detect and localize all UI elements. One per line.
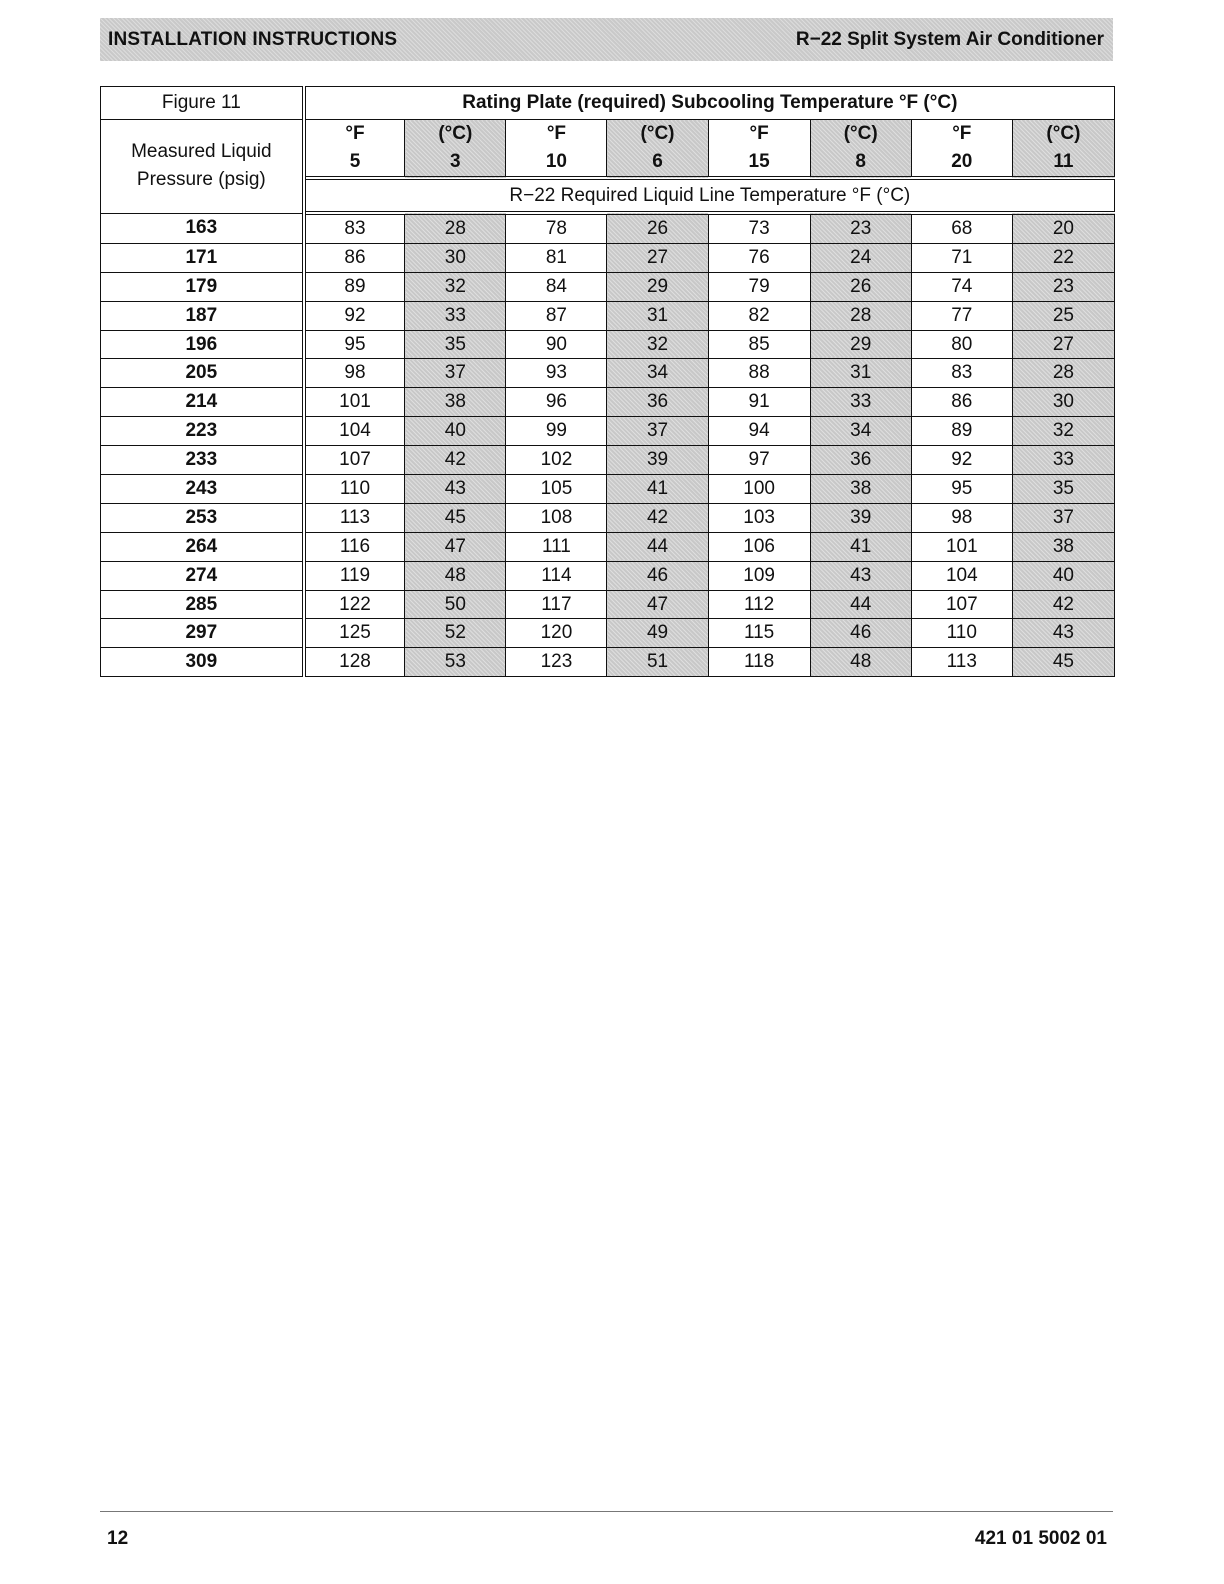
pressure-cell: 285 <box>101 590 304 619</box>
temp-c-cell: 24 <box>810 243 911 272</box>
table-row <box>101 272 1115 301</box>
table-row <box>101 503 1115 532</box>
temp-f-cell: 123 <box>506 648 607 677</box>
temp-f-cell: 114 <box>506 561 607 590</box>
temp-f-cell: 83 <box>304 213 405 243</box>
temp-c-cell: 51 <box>607 648 708 677</box>
document-number: 421 01 5002 01 <box>974 1528 1107 1549</box>
temp-f-cell: 77 <box>911 301 1012 330</box>
temp-c-cell: 45 <box>405 503 506 532</box>
temp-c-cell: 36 <box>810 446 911 475</box>
subcooling-f-value: 15 <box>748 151 770 172</box>
temp-f-cell: 120 <box>506 619 607 648</box>
temp-f-cell: 107 <box>304 446 405 475</box>
temp-f-cell: 87 <box>506 301 607 330</box>
temp-f-cell: 83 <box>911 359 1012 388</box>
temp-f-cell: 106 <box>708 532 810 561</box>
subcooling-c-value: 6 <box>652 151 663 172</box>
temp-f-cell: 92 <box>304 301 405 330</box>
table-row <box>101 417 1115 446</box>
pressure-cell: 179 <box>101 272 304 301</box>
table-row <box>101 330 1115 359</box>
temp-f-cell: 85 <box>708 330 810 359</box>
temp-f-cell: 86 <box>304 243 405 272</box>
table-title: Rating Plate (required) Subcooling Temperature °F (°C) <box>304 87 1115 120</box>
temp-f-cell: 103 <box>708 503 810 532</box>
temp-f-cell: 95 <box>911 475 1012 504</box>
pressure-cell: 187 <box>101 301 304 330</box>
temp-c-cell: 45 <box>1012 648 1114 677</box>
pressure-cell: 264 <box>101 532 304 561</box>
temp-c-cell: 35 <box>405 330 506 359</box>
temp-f-cell: 118 <box>708 648 810 677</box>
temp-f-cell: 104 <box>911 561 1012 590</box>
temp-f-cell: 93 <box>506 359 607 388</box>
subcooling-c-header <box>1012 120 1114 179</box>
temp-c-cell: 41 <box>607 475 708 504</box>
subcooling-c-header <box>810 120 911 179</box>
footer-divider <box>100 1511 1113 1512</box>
temp-f-cell: 81 <box>506 243 607 272</box>
temp-c-cell: 35 <box>1012 475 1114 504</box>
row-header: Measured Liquid Pressure (psig) <box>101 120 304 214</box>
subcooling-table <box>100 86 1115 677</box>
header-product-title: R−22 Split System Air Conditioner <box>795 29 1104 50</box>
temp-c-cell: 29 <box>607 272 708 301</box>
subcooling-c-header <box>607 120 708 179</box>
temp-c-cell: 20 <box>1012 213 1114 243</box>
temp-c-cell: 40 <box>405 417 506 446</box>
temp-f-cell: 107 <box>911 590 1012 619</box>
header-section-title: INSTALLATION INSTRUCTIONS <box>108 29 398 50</box>
temp-f-cell: 113 <box>304 503 405 532</box>
pressure-cell: 163 <box>101 213 304 243</box>
temp-c-cell: 27 <box>1012 330 1114 359</box>
temp-f-cell: 105 <box>506 475 607 504</box>
temp-c-cell: 43 <box>810 561 911 590</box>
table-row <box>101 532 1115 561</box>
unit-c-label: (°C) <box>438 123 473 144</box>
temp-f-cell: 101 <box>304 388 405 417</box>
unit-c-label: (°C) <box>843 123 878 144</box>
subcooling-f-header <box>506 120 607 179</box>
unit-f-label: °F <box>952 123 972 144</box>
temp-c-cell: 37 <box>607 417 708 446</box>
temp-c-cell: 37 <box>405 359 506 388</box>
temp-c-cell: 30 <box>405 243 506 272</box>
temp-f-cell: 119 <box>304 561 405 590</box>
temp-c-cell: 42 <box>1012 590 1114 619</box>
temp-f-cell: 125 <box>304 619 405 648</box>
temp-c-cell: 44 <box>607 532 708 561</box>
temp-f-cell: 88 <box>708 359 810 388</box>
temp-f-cell: 73 <box>708 213 810 243</box>
temp-c-cell: 23 <box>810 213 911 243</box>
temp-c-cell: 39 <box>607 446 708 475</box>
temp-c-cell: 34 <box>607 359 708 388</box>
temp-c-cell: 33 <box>810 388 911 417</box>
temp-c-cell: 53 <box>405 648 506 677</box>
temp-c-cell: 26 <box>607 213 708 243</box>
temp-c-cell: 52 <box>405 619 506 648</box>
temp-f-cell: 98 <box>304 359 405 388</box>
subcooling-c-header <box>405 120 506 179</box>
pressure-cell: 297 <box>101 619 304 648</box>
temp-c-cell: 42 <box>607 503 708 532</box>
temp-f-cell: 78 <box>506 213 607 243</box>
temp-c-cell: 26 <box>810 272 911 301</box>
temp-c-cell: 47 <box>607 590 708 619</box>
temp-c-cell: 48 <box>810 648 911 677</box>
subcooling-f-value: 5 <box>349 151 361 172</box>
temp-f-cell: 122 <box>304 590 405 619</box>
temp-c-cell: 29 <box>810 330 911 359</box>
table-row <box>101 359 1115 388</box>
page-number: 12 <box>107 1528 129 1549</box>
temp-f-cell: 89 <box>304 272 405 301</box>
temp-c-cell: 50 <box>405 590 506 619</box>
temp-c-cell: 33 <box>1012 446 1114 475</box>
temp-f-cell: 79 <box>708 272 810 301</box>
temp-c-cell: 25 <box>1012 301 1114 330</box>
unit-f-label: °F <box>749 123 769 144</box>
temp-c-cell: 38 <box>810 475 911 504</box>
temp-f-cell: 89 <box>911 417 1012 446</box>
unit-f-label: °F <box>345 123 365 144</box>
temp-c-cell: 46 <box>810 619 911 648</box>
unit-f-label: °F <box>546 123 567 144</box>
subcooling-f-value: 20 <box>951 151 973 172</box>
pressure-cell: 214 <box>101 388 304 417</box>
table-row <box>101 243 1115 272</box>
temp-f-cell: 82 <box>708 301 810 330</box>
temp-c-cell: 46 <box>607 561 708 590</box>
temp-f-cell: 102 <box>506 446 607 475</box>
temp-c-cell: 40 <box>1012 561 1114 590</box>
pressure-cell: 205 <box>101 359 304 388</box>
temp-c-cell: 36 <box>607 388 708 417</box>
temp-f-cell: 117 <box>506 590 607 619</box>
temp-f-cell: 115 <box>708 619 810 648</box>
temp-c-cell: 44 <box>810 590 911 619</box>
temp-f-cell: 109 <box>708 561 810 590</box>
temp-c-cell: 30 <box>1012 388 1114 417</box>
temp-f-cell: 92 <box>911 446 1012 475</box>
temp-c-cell: 42 <box>405 446 506 475</box>
subcooling-f-value: 10 <box>545 151 567 172</box>
pressure-cell: 274 <box>101 561 304 590</box>
temp-f-cell: 113 <box>911 648 1012 677</box>
temp-c-cell: 31 <box>810 359 911 388</box>
temp-c-cell: 31 <box>607 301 708 330</box>
temp-f-cell: 68 <box>911 213 1012 243</box>
pressure-cell: 233 <box>101 446 304 475</box>
temp-f-cell: 116 <box>304 532 405 561</box>
temp-c-cell: 33 <box>405 301 506 330</box>
temp-f-cell: 99 <box>506 417 607 446</box>
header-bar <box>100 18 1113 61</box>
subcooling-f-header <box>304 120 405 179</box>
pressure-cell: 171 <box>101 243 304 272</box>
temp-c-cell: 32 <box>405 272 506 301</box>
temp-c-cell: 32 <box>1012 417 1114 446</box>
temp-f-cell: 95 <box>304 330 405 359</box>
temp-c-cell: 43 <box>405 475 506 504</box>
temp-f-cell: 74 <box>911 272 1012 301</box>
subcooling-f-header <box>911 120 1012 179</box>
temp-f-cell: 71 <box>911 243 1012 272</box>
temp-f-cell: 76 <box>708 243 810 272</box>
temp-c-cell: 38 <box>405 388 506 417</box>
temp-c-cell: 28 <box>1012 359 1114 388</box>
temp-f-cell: 84 <box>506 272 607 301</box>
subcooling-c-value: 11 <box>1053 151 1074 172</box>
table-row <box>101 561 1115 590</box>
temp-c-cell: 28 <box>810 301 911 330</box>
subcooling-f-header <box>708 120 810 179</box>
table-row <box>101 590 1115 619</box>
table-subtitle: R−22 Required Liquid Line Temperature °F (°C) <box>304 178 1115 213</box>
temp-f-cell: 128 <box>304 648 405 677</box>
temp-f-cell: 110 <box>304 475 405 504</box>
temp-f-cell: 86 <box>911 388 1012 417</box>
pressure-cell: 223 <box>101 417 304 446</box>
temp-f-cell: 98 <box>911 503 1012 532</box>
temp-c-cell: 23 <box>1012 272 1114 301</box>
temp-f-cell: 94 <box>708 417 810 446</box>
unit-c-label: (°C) <box>640 123 675 144</box>
temp-f-cell: 100 <box>708 475 810 504</box>
pressure-cell: 243 <box>101 475 304 504</box>
temp-f-cell: 112 <box>708 590 810 619</box>
temp-f-cell: 108 <box>506 503 607 532</box>
temp-f-cell: 101 <box>911 532 1012 561</box>
temp-c-cell: 37 <box>1012 503 1114 532</box>
temp-f-cell: 90 <box>506 330 607 359</box>
temp-f-cell: 97 <box>708 446 810 475</box>
temp-c-cell: 47 <box>405 532 506 561</box>
table-row <box>101 619 1115 648</box>
temp-f-cell: 96 <box>506 388 607 417</box>
temp-c-cell: 32 <box>607 330 708 359</box>
table-row <box>101 475 1115 504</box>
temp-c-cell: 39 <box>810 503 911 532</box>
temp-c-cell: 28 <box>405 213 506 243</box>
unit-c-label: (°C) <box>1046 123 1081 144</box>
table-row <box>101 213 1115 243</box>
temp-c-cell: 49 <box>607 619 708 648</box>
temp-c-cell: 27 <box>607 243 708 272</box>
subcooling-c-value: 3 <box>450 151 461 172</box>
table-row <box>101 648 1115 677</box>
subcooling-c-value: 8 <box>855 151 866 172</box>
temp-c-cell: 22 <box>1012 243 1114 272</box>
pressure-cell: 253 <box>101 503 304 532</box>
temp-c-cell: 43 <box>1012 619 1114 648</box>
table-row <box>101 301 1115 330</box>
temp-f-cell: 80 <box>911 330 1012 359</box>
temp-f-cell: 110 <box>911 619 1012 648</box>
temp-f-cell: 91 <box>708 388 810 417</box>
temp-f-cell: 111 <box>506 532 607 561</box>
temp-c-cell: 48 <box>405 561 506 590</box>
pressure-cell: 309 <box>101 648 304 677</box>
figure-label: Figure 11 <box>101 87 304 120</box>
table-row <box>101 446 1115 475</box>
temp-c-cell: 41 <box>810 532 911 561</box>
pressure-cell: 196 <box>101 330 304 359</box>
temp-c-cell: 34 <box>810 417 911 446</box>
table-row <box>101 388 1115 417</box>
temp-f-cell: 104 <box>304 417 405 446</box>
temp-c-cell: 38 <box>1012 532 1114 561</box>
